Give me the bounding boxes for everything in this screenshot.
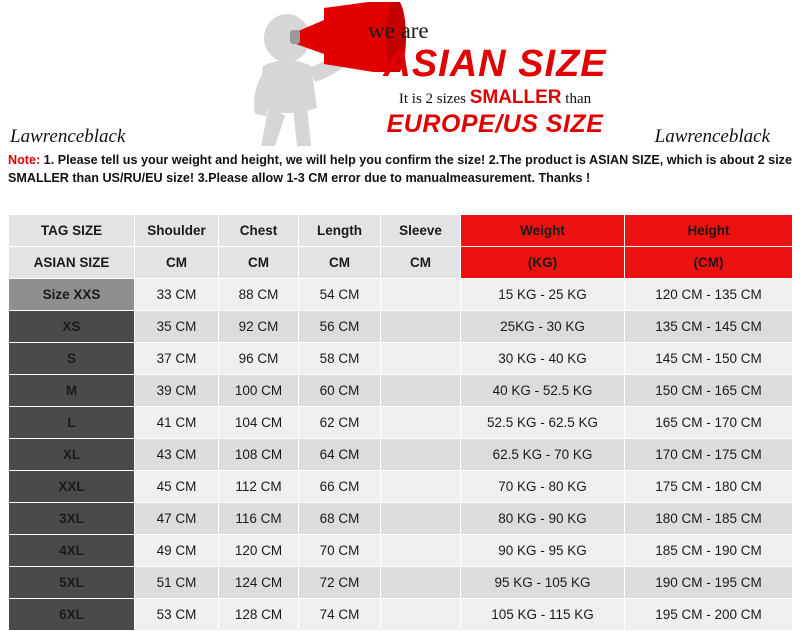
cell-chest: 100 CM	[219, 375, 299, 407]
cell-chest: 128 CM	[219, 599, 299, 631]
cell-length: 54 CM	[299, 279, 381, 311]
cell-length: 70 CM	[299, 535, 381, 567]
cell-weight: 90 KG - 95 KG	[461, 535, 625, 567]
cell-length: 56 CM	[299, 311, 381, 343]
cell-weight: 105 KG - 115 KG	[461, 599, 625, 631]
cell-chest: 88 CM	[219, 279, 299, 311]
cell-chest: 116 CM	[219, 503, 299, 535]
cell-sleeve	[381, 535, 461, 567]
cell-chest: 96 CM	[219, 343, 299, 375]
we-are-text: we are	[368, 18, 429, 43]
cell-weight: 95 KG - 105 KG	[461, 567, 625, 599]
table-row	[9, 503, 793, 535]
cell-shoulder: 37 CM	[135, 343, 219, 375]
asian-size-heading: ASIAN SIZE	[383, 43, 607, 86]
cell-sleeve	[381, 439, 461, 471]
cell-shoulder: 51 CM	[135, 567, 219, 599]
subheader-height-unit: (CM)	[625, 247, 793, 279]
cell-length: 64 CM	[299, 439, 381, 471]
cell-shoulder: 43 CM	[135, 439, 219, 471]
cell-shoulder: 47 CM	[135, 503, 219, 535]
table-row	[9, 279, 793, 311]
table-row	[9, 439, 793, 471]
cell-weight: 80 KG - 90 KG	[461, 503, 625, 535]
table-row	[9, 343, 793, 375]
cell-sleeve	[381, 279, 461, 311]
banner	[0, 0, 800, 150]
cell-sleeve	[381, 407, 461, 439]
cell-height: 180 CM - 185 CM	[625, 503, 793, 535]
note-text: 1. Please tell us your weight and height, we will help you confirm the size! 2.The product is ASIAN SIZE, which is about 2 size SMALLER than US/RU/EU size! 3.Please allow 1-3 CM error due to manualmeasurement. Thanks !	[8, 153, 792, 185]
subheader-length-unit: CM	[299, 247, 381, 279]
cell-size: Size XXS	[9, 279, 135, 311]
note-label: Note:	[8, 153, 41, 167]
cell-shoulder: 35 CM	[135, 311, 219, 343]
cell-weight: 52.5 KG - 62.5 KG	[461, 407, 625, 439]
subheader-asian-size: ASIAN SIZE	[9, 247, 135, 279]
smaller-emphasis: SMALLER	[469, 87, 562, 109]
table-row	[9, 375, 793, 407]
cell-weight: 70 KG - 80 KG	[461, 471, 625, 503]
cell-weight: 62.5 KG - 70 KG	[461, 439, 625, 471]
table-row	[9, 311, 793, 343]
header-length: Length	[299, 215, 381, 247]
brand-right: Lawrenceblack	[654, 126, 770, 147]
cell-size: 5XL	[9, 567, 135, 599]
cell-size: XS	[9, 311, 135, 343]
cell-sleeve	[381, 343, 461, 375]
smaller-note	[330, 87, 660, 109]
smaller-prefix: It is 2 sizes	[398, 91, 470, 108]
subheader-chest-unit: CM	[219, 247, 299, 279]
cell-weight: 15 KG - 25 KG	[461, 279, 625, 311]
table-body	[9, 279, 793, 631]
cell-size: 3XL	[9, 503, 135, 535]
note-paragraph	[8, 152, 792, 188]
subheader-shoulder-unit: CM	[135, 247, 219, 279]
size-chart-table	[8, 214, 793, 631]
cell-weight: 25KG - 30 KG	[461, 311, 625, 343]
brand-left: Lawrenceblack	[10, 126, 126, 147]
cell-shoulder: 39 CM	[135, 375, 219, 407]
smaller-suffix: than	[561, 91, 592, 108]
cell-height: 170 CM - 175 CM	[625, 439, 793, 471]
cell-shoulder: 33 CM	[135, 279, 219, 311]
table-row	[9, 471, 793, 503]
header-sleeve: Sleeve	[381, 215, 461, 247]
header-height: Height	[625, 215, 793, 247]
cell-height: 190 CM - 195 CM	[625, 567, 793, 599]
cell-size: 6XL	[9, 599, 135, 631]
cell-chest: 112 CM	[219, 471, 299, 503]
cell-length: 68 CM	[299, 503, 381, 535]
cell-shoulder: 53 CM	[135, 599, 219, 631]
cell-sleeve	[381, 471, 461, 503]
cell-height: 185 CM - 190 CM	[625, 535, 793, 567]
cell-size: L	[9, 407, 135, 439]
cell-chest: 120 CM	[219, 535, 299, 567]
cell-length: 74 CM	[299, 599, 381, 631]
cell-length: 62 CM	[299, 407, 381, 439]
table-row	[9, 567, 793, 599]
cell-weight: 40 KG - 52.5 KG	[461, 375, 625, 407]
cell-shoulder: 41 CM	[135, 407, 219, 439]
cell-weight: 30 KG - 40 KG	[461, 343, 625, 375]
subheader-weight-unit: (KG)	[461, 247, 625, 279]
cell-sleeve	[381, 375, 461, 407]
cell-length: 66 CM	[299, 471, 381, 503]
cell-sleeve	[381, 503, 461, 535]
header-tag-size: TAG SIZE	[9, 215, 135, 247]
subheader-sleeve-unit: CM	[381, 247, 461, 279]
cell-sleeve	[381, 567, 461, 599]
cell-chest: 108 CM	[219, 439, 299, 471]
banner-text	[330, 18, 660, 139]
cell-height: 145 CM - 150 CM	[625, 343, 793, 375]
cell-length: 60 CM	[299, 375, 381, 407]
cell-size: M	[9, 375, 135, 407]
cell-shoulder: 49 CM	[135, 535, 219, 567]
europe-us-size-heading: EUROPE/US SIZE	[386, 110, 604, 139]
cell-size: XXL	[9, 471, 135, 503]
cell-size: XL	[9, 439, 135, 471]
cell-height: 150 CM - 165 CM	[625, 375, 793, 407]
cell-chest: 104 CM	[219, 407, 299, 439]
header-weight: Weight	[461, 215, 625, 247]
table-subheader-row	[9, 247, 793, 279]
table-row	[9, 407, 793, 439]
cell-shoulder: 45 CM	[135, 471, 219, 503]
table-header-row	[9, 215, 793, 247]
cell-height: 165 CM - 170 CM	[625, 407, 793, 439]
cell-chest: 124 CM	[219, 567, 299, 599]
cell-height: 195 CM - 200 CM	[625, 599, 793, 631]
cell-size: S	[9, 343, 135, 375]
cell-height: 175 CM - 180 CM	[625, 471, 793, 503]
table-row	[9, 535, 793, 567]
cell-size: 4XL	[9, 535, 135, 567]
cell-height: 120 CM - 135 CM	[625, 279, 793, 311]
cell-chest: 92 CM	[219, 311, 299, 343]
cell-sleeve	[381, 311, 461, 343]
header-shoulder: Shoulder	[135, 215, 219, 247]
cell-length: 58 CM	[299, 343, 381, 375]
cell-height: 135 CM - 145 CM	[625, 311, 793, 343]
cell-length: 72 CM	[299, 567, 381, 599]
cell-sleeve	[381, 599, 461, 631]
table-row	[9, 599, 793, 631]
header-chest: Chest	[219, 215, 299, 247]
